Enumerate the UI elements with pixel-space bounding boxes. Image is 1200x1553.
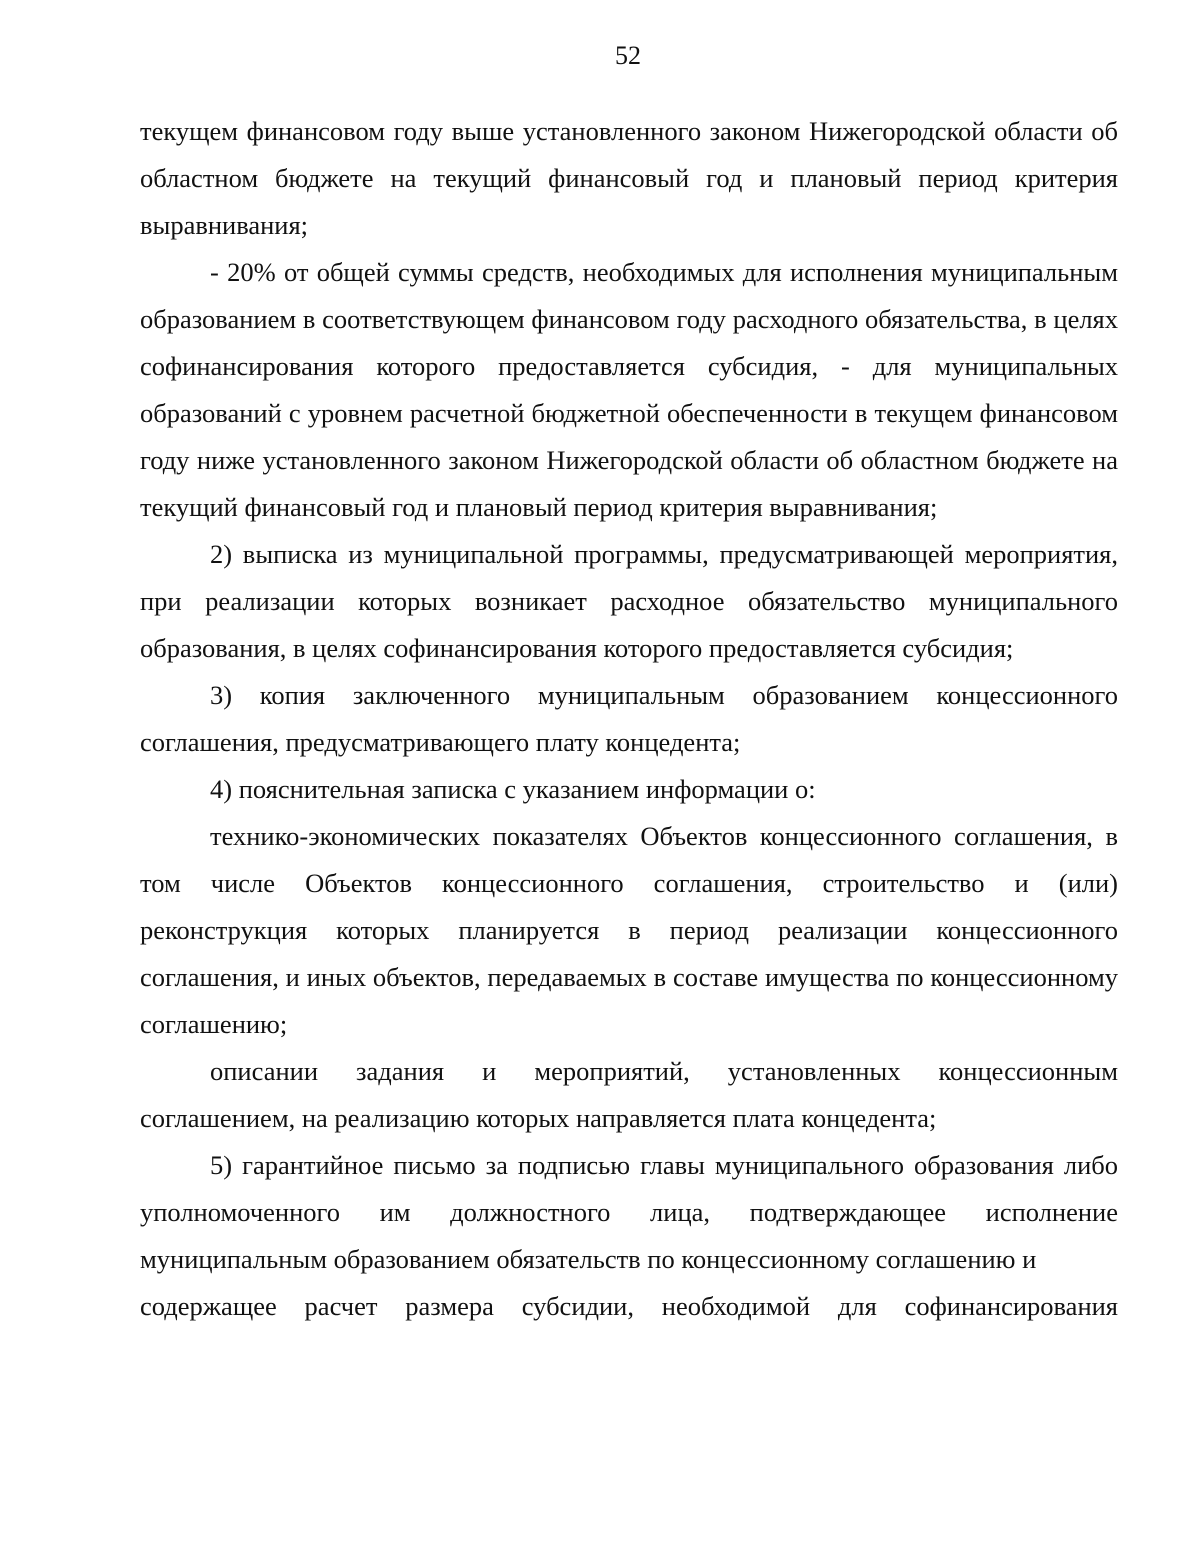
paragraph-9-text: содержащее расчет размера субсидии, необходимой для софинансирования — [140, 1291, 1118, 1321]
paragraph-1: текущем финансовом году выше установленного законом Нижегородской области об областном бюджете на текущий финансовый год и плановый период критерия выравнивания; — [140, 116, 1118, 240]
document-body — [140, 108, 1118, 1330]
paragraph-2: - 20% от общей суммы средств, необходимых для исполнения муниципальным образованием в соответствующем финансовом году расходного обязательства, в целях софинансирования которого предоставляется субсидия, - для муниципальных образований с уровнем расчетной бюджетной обеспеченности в текущем финансовом году ниже установленного законом Нижегородской области об областном бюджете на текущий финансовый год и плановый период критерия выравнивания; — [140, 257, 1118, 522]
paragraph-8: 5) гарантийное письмо за подписью главы муниципального образования либо уполномоченного им должностного лица, подтверждающее исполнение муниципальным образованием обязательств по концессионному соглашению и — [140, 1150, 1118, 1274]
paragraph-6: технико-экономических показателях Объектов концессионного соглашения, в том числе Объектов концессионного соглашения, строительство и (или) реконструкция которых планируется в период реализации концессионного соглашения, и иных объектов, передаваемых в составе имущества по концессионному соглашению; — [140, 821, 1118, 1039]
paragraph-5: 4) пояснительная записка с указанием информации о: — [210, 774, 816, 804]
page-number: 52 — [615, 41, 641, 70]
paragraph-9-continued — [140, 1283, 1118, 1330]
paragraph-4: 3) копия заключенного муниципальным образованием концессионного соглашения, предусматривающего плату концедента; — [140, 680, 1118, 757]
paragraph-7: описании задания и мероприятий, установленных концессионным соглашением, на реализацию которых направляется плата концедента; — [140, 1056, 1118, 1133]
paragraph-3: 2) выписка из муниципальной программы, предусматривающей мероприятия, при реализации которых возникает расходное обязательство муниципального образования, в целях софинансирования которого предоставляется субсидия; — [140, 539, 1118, 663]
